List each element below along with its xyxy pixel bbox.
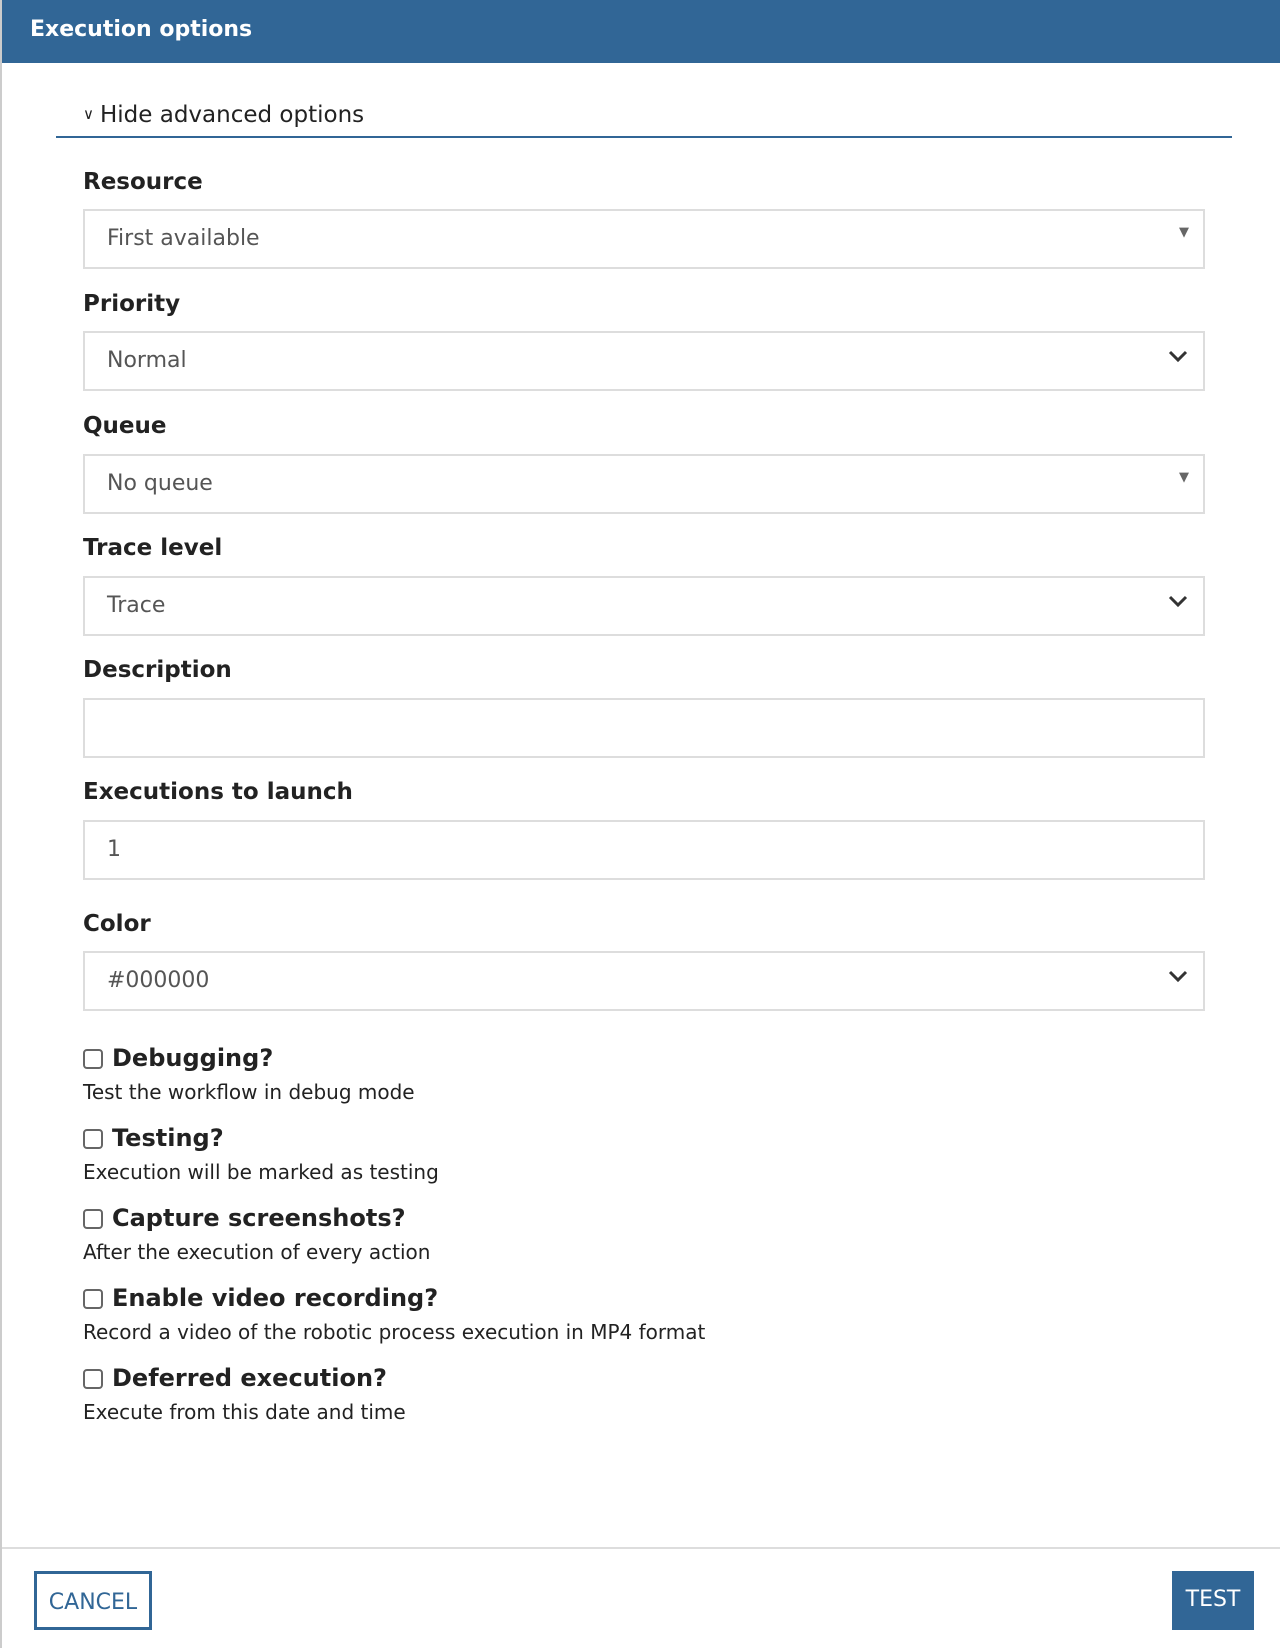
priority-label: Priority — [83, 291, 181, 317]
description-input[interactable] — [83, 698, 1205, 758]
priority-select[interactable] — [83, 331, 1205, 391]
checkbox-description: Execute from this date and time — [83, 1400, 406, 1424]
checkbox-label: Debugging? — [112, 1044, 274, 1072]
description-label: Description — [83, 657, 232, 683]
chevron-down-icon: ∨ — [83, 105, 94, 123]
checkbox-label: Capture screenshots? — [112, 1204, 406, 1232]
checkbox-description: After the execution of every action — [83, 1240, 431, 1264]
cancel-button[interactable]: CANCEL — [34, 1571, 152, 1630]
test-button[interactable]: TEST — [1172, 1571, 1254, 1630]
footer-divider — [2, 1547, 1280, 1549]
trace-level-value: Trace — [107, 593, 166, 618]
toggle-label: Hide advanced options — [99, 102, 365, 128]
checkbox-label: Deferred execution? — [112, 1364, 387, 1392]
queue-label: Queue — [83, 413, 167, 439]
debugging-checkbox[interactable] — [83, 1049, 103, 1069]
executions-input[interactable] — [83, 820, 1205, 880]
caret-down-icon: ▼ — [1179, 470, 1189, 485]
caret-down-icon: ▼ — [1179, 225, 1189, 240]
screenshots-checkbox[interactable] — [83, 1209, 103, 1229]
queue-value: No queue — [107, 471, 213, 496]
color-value: #000000 — [107, 968, 210, 993]
dialog-header — [2, 0, 1280, 63]
checkbox-description: Test the workflow in debug mode — [83, 1080, 415, 1104]
trace-level-select[interactable] — [83, 576, 1205, 636]
queue-select[interactable] — [83, 454, 1205, 514]
video-recording-checkbox[interactable] — [83, 1289, 103, 1309]
priority-value: Normal — [107, 348, 187, 373]
deferred-execution-checkbox[interactable] — [83, 1369, 103, 1389]
resource-value: First available — [107, 226, 260, 251]
chevron-down-icon — [1167, 965, 1189, 987]
executions-value: 1 — [107, 837, 121, 862]
executions-label: Executions to launch — [83, 779, 353, 805]
advanced-options-toggle[interactable] — [56, 102, 1232, 138]
resource-select[interactable] — [83, 209, 1205, 269]
chevron-down-icon — [1167, 590, 1189, 612]
color-label: Color — [83, 911, 151, 937]
checkbox-description: Execution will be marked as testing — [83, 1160, 439, 1184]
resource-label: Resource — [83, 169, 203, 195]
trace-level-label: Trace level — [83, 535, 223, 561]
chevron-down-icon — [1167, 345, 1189, 367]
color-select[interactable] — [83, 951, 1205, 1011]
dialog-title: Execution options — [30, 17, 253, 42]
testing-checkbox[interactable] — [83, 1129, 103, 1149]
checkbox-label: Testing? — [112, 1124, 224, 1152]
checkbox-description: Record a video of the robotic process execution in MP4 format — [83, 1320, 706, 1344]
checkbox-label: Enable video recording? — [112, 1284, 439, 1312]
